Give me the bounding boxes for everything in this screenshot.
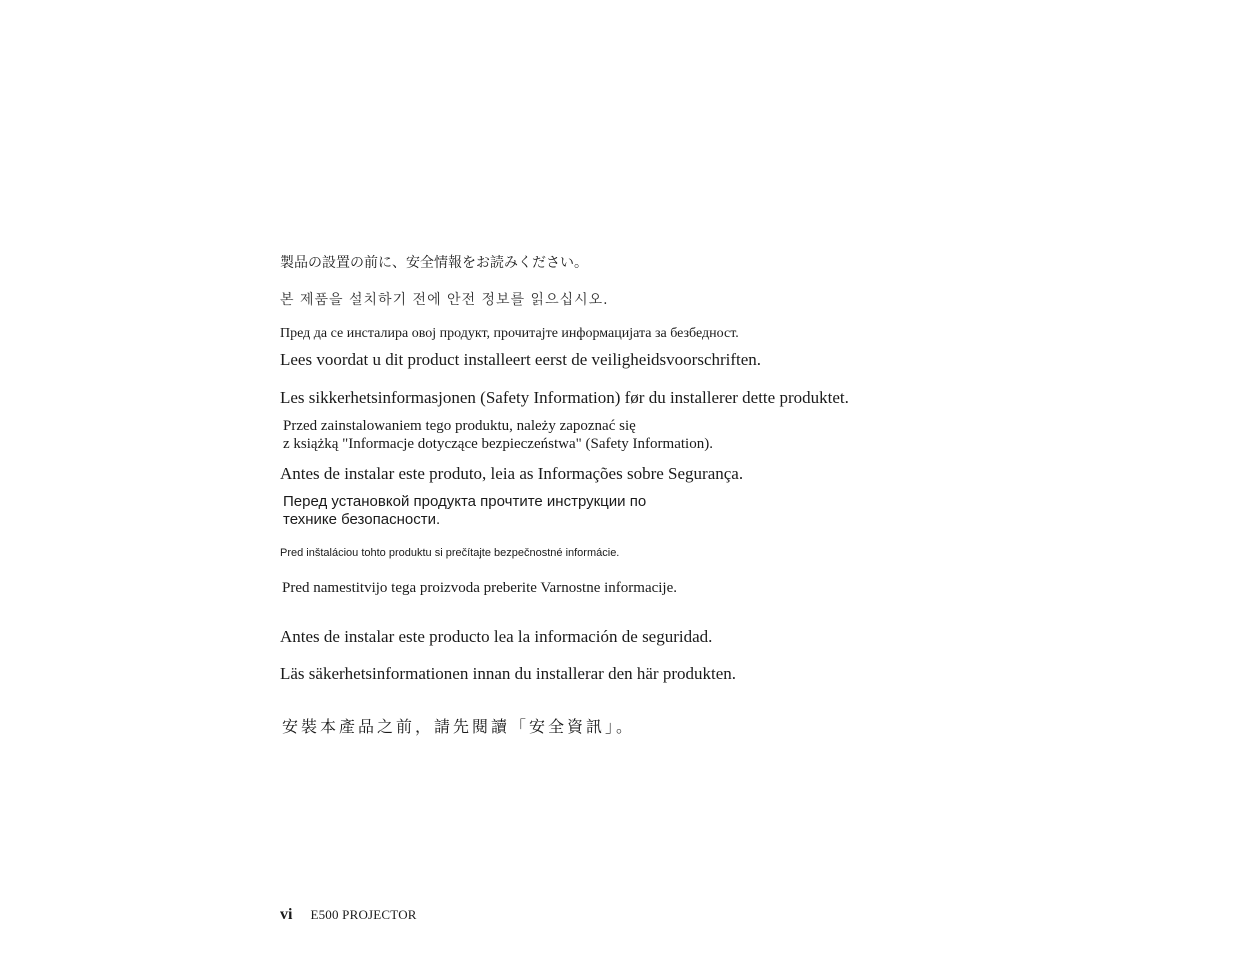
notice-swedish: Läs säkerhetsinformationen innan du installerar den här produkten. [280,664,737,683]
notice-slovak: Pred inštaláciou tohto produktu si prečítajte bezpečnostné informácie. [280,547,620,559]
notice-russian-line2: технике безопасности. [283,511,441,528]
notice-portuguese: Antes de instalar este produto, leia as Informações sobre Segurança. [280,464,744,483]
notice-spanish: Antes de instalar este producto lea la información de seguridad. [280,627,713,646]
notice-slovenian: Pred namestitvijo tega proizvoda preberite Varnostne informacije. [282,580,678,596]
notice-korean: 본 제품을 설치하기 전에 안전 정보를 읽으십시오. [280,292,609,308]
notice-polish-line1: Przed zainstalowaniem tego produktu, należy zapoznać się [283,418,636,434]
product-model: E500 PROJECTOR [310,907,417,922]
notice-polish-line2: z książką "Informacje dotyczące bezpieczeństwa" (Safety Information). [283,436,713,452]
notice-macedonian: Пред да се инсталира овој продукт, прочитајте информацијата за безбедност. [280,326,739,341]
page-footer [280,906,417,924]
notice-norwegian: Les sikkerhetsinformasjonen (Safety Information) før du installerer dette produktet. [280,388,849,407]
page-number: vi [280,906,293,923]
notice-dutch: Lees voordat u dit product installeert eerst de veiligheidsvoorschriften. [280,350,762,369]
notice-russian-line1: Перед установкой продукта прочтите инструкции по [283,493,647,510]
notice-japanese: 製品の設置の前に、安全情報をお読みください。 [280,255,588,271]
notice-traditional-chinese: 安裝本產品之前，請先閱讀「安全資訊」。 [282,717,636,736]
